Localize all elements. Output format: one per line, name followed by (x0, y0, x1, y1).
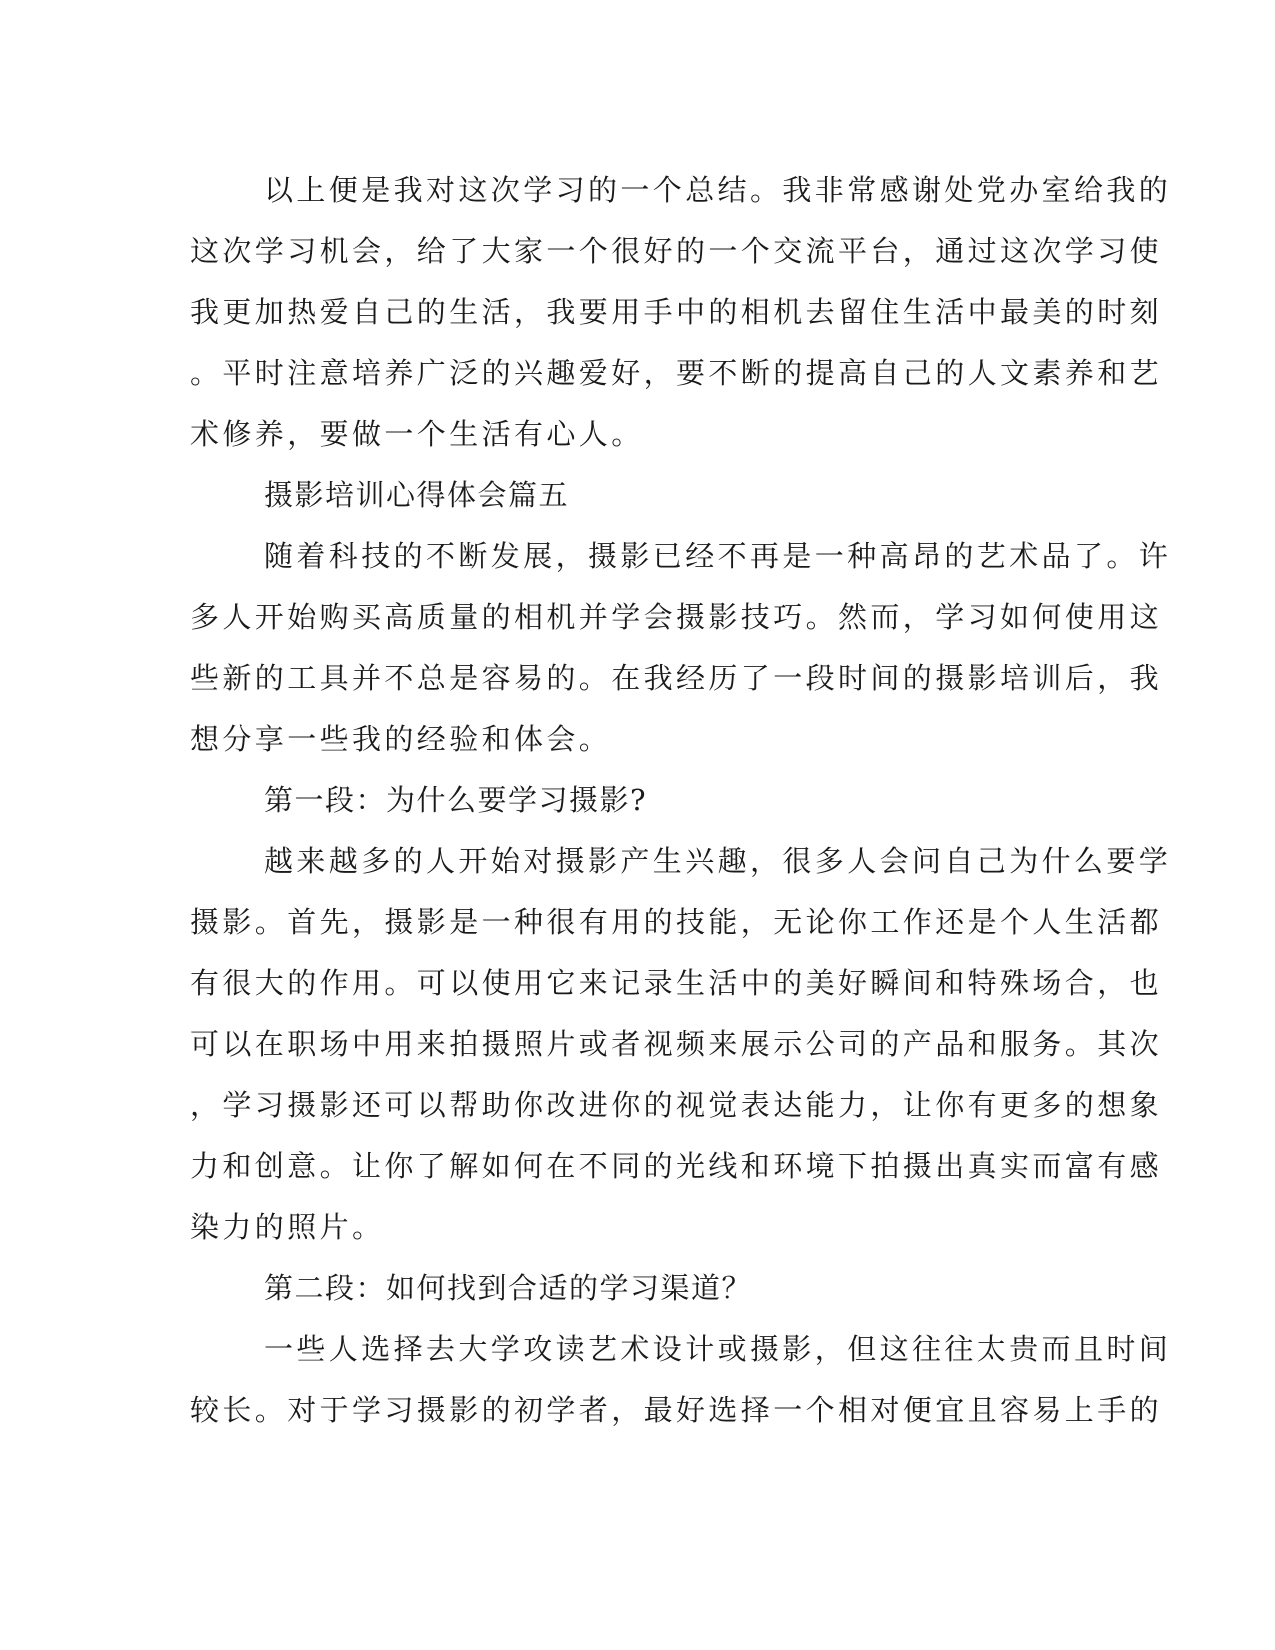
paragraph-intro (190, 526, 1172, 770)
text-line: 力和创意。让你了解如何在不同的光线和环境下拍摄出真实而富有感 (190, 1149, 1163, 1183)
text-line: 这次学习机会，给了大家一个很好的一个交流平台，通过这次学习使 (190, 234, 1163, 268)
section-heading-part-two: 第二段：如何找到合适的学习渠道？ (264, 1271, 753, 1305)
text-line: 以上便是我对这次学习的一个总结。我非常感谢处党办室给我的 (264, 173, 1172, 207)
text-line: 多人开始购买高质量的相机并学会摄影技巧。然而，学习如何使用这 (190, 600, 1163, 634)
text-line: 染力的照片。 (190, 1210, 385, 1244)
paragraph-why-learn (190, 831, 1172, 1258)
text-line: 有很大的作用。可以使用它来记录生活中的美好瞬间和特殊场合，也 (190, 966, 1163, 1000)
paragraph-summary (190, 160, 1172, 465)
text-line: 。平时注意培养广泛的兴趣爱好，要不断的提高自己的人文素养和艺 (190, 356, 1163, 390)
text-line: 较长。对于学习摄影的初学者，最好选择一个相对便宜且容易上手的 (190, 1393, 1163, 1427)
text-line: 摄影。首先，摄影是一种很有用的技能，无论你工作还是个人生活都 (190, 905, 1163, 939)
text-line: ，学习摄影还可以帮助你改进你的视觉表达能力，让你有更多的想象 (190, 1088, 1163, 1122)
section-heading-part-one: 第一段：为什么要学习摄影? (264, 783, 648, 817)
text-line: 想分享一些我的经验和体会。 (190, 722, 612, 756)
text-line: 越来越多的人开始对摄影产生兴趣，很多人会问自己为什么要学 (264, 844, 1172, 878)
text-line: 术修养，要做一个生活有心人。 (190, 417, 644, 451)
text-line: 可以在职场中用来拍摄照片或者视频来展示公司的产品和服务。其次 (190, 1027, 1163, 1061)
text-line: 些新的工具并不总是容易的。在我经历了一段时间的摄影培训后，我 (190, 661, 1163, 695)
text-line: 我更加热爱自己的生活，我要用手中的相机去留住生活中最美的时刻 (190, 295, 1163, 329)
document-body (190, 160, 1172, 1441)
paragraph-channels (190, 1319, 1172, 1441)
section-heading-part-five: 摄影培训心得体会篇五 (264, 478, 570, 512)
text-line: 一些人选择去大学攻读艺术设计或摄影，但这往往太贵而且时间 (264, 1332, 1172, 1366)
text-line: 随着科技的不断发展，摄影已经不再是一种高昂的艺术品了。许 (264, 539, 1172, 573)
